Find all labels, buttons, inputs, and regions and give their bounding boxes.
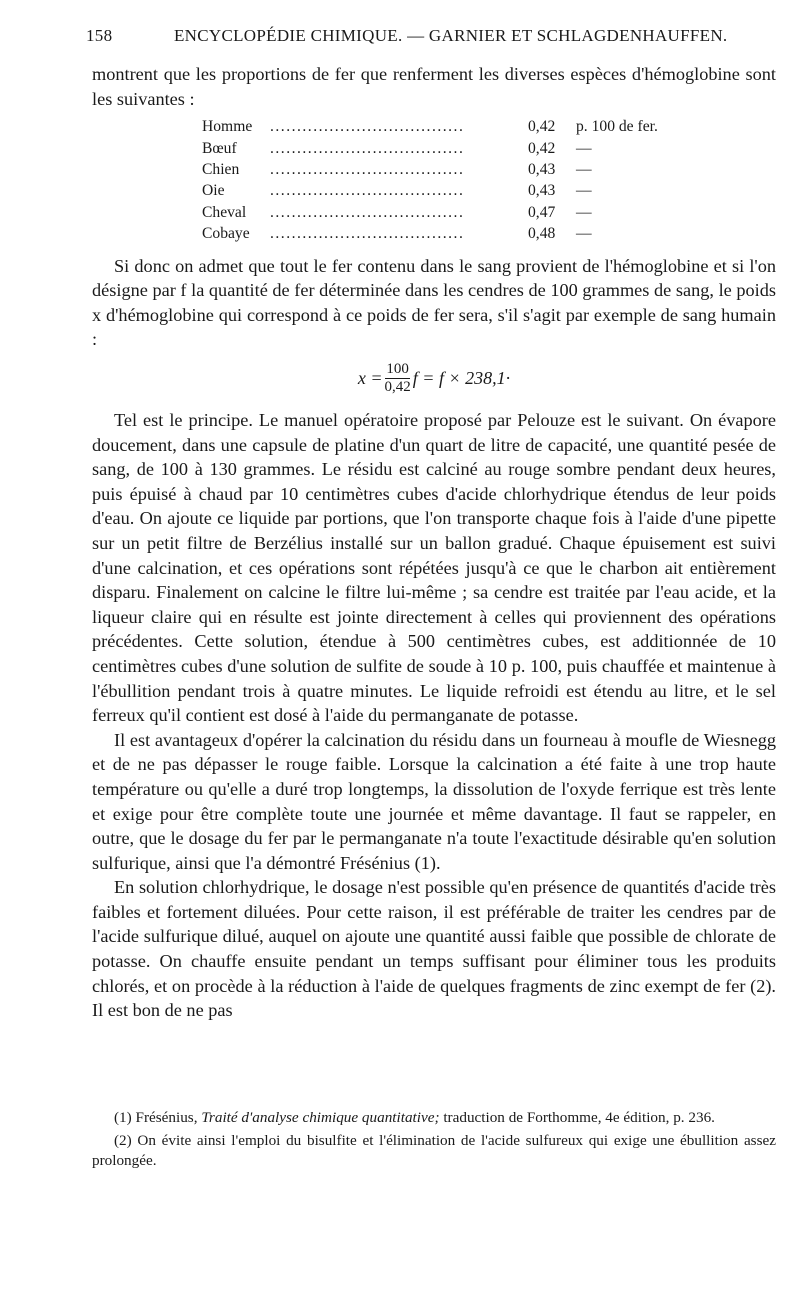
iron-value: 0,42	[528, 139, 556, 157]
table-row	[202, 223, 776, 244]
formula-denominator: 0,42	[384, 378, 411, 395]
iron-value: 0,43	[528, 182, 556, 200]
iron-table	[202, 116, 776, 244]
animal-name: Cobaye	[202, 225, 250, 243]
animal-name: Cheval	[202, 203, 247, 221]
footnote-1-prefix: (1) Frésénius,	[114, 1109, 198, 1126]
iron-unit: p. 100 de fer.	[576, 118, 658, 136]
formula-lhs: x =	[357, 367, 383, 388]
paragraph-principe: Tel est le principe. Le manuel opératoire proposé par Pelouze est le suivant. On évapore doucement, dans une capsule de platine d'un quart de litre de capacité, une quantité pesée de sang, de 100 à 130 grammes. Le résidu est calciné au rouge sombre pendant deux heures, puis épuisé à chaud par 10 centimètres cubes d'acide chlorhydrique étendus de leur poids d'eau. On ajoute ce liquide par portions, que l'on transporte chaque fois à l'aide d'une pipette sur un petit filtre de Berzélius installé sur un ballon gradué. Chaque épuisement est suivi d'une calcination, et ces opérations sont répétées jusqu'à ce que le charbon ait entièrement disparu. Finalement on calcine le filtre lui-même ; sa cendre est traitée par l'eau acide, et la liqueur claire qui en résulte est jointe directement à celles qui proviennent des opérations précédentes. Cette solution, étendue à 500 centimètres cubes, est additionnée de 10 centimètres cubes d'une solution de sulfite de soude à 10 p. 100, puis chauffée et maintenue à l'ébullition pendant trois à quatre minutes. Le liquide refroidi est étendu au litre, et le sel ferreux qu'il contient est dosé à l'aide du permanganate de potasse.	[92, 410, 776, 726]
leader-dots: ....................................	[270, 182, 465, 200]
animal-name: Homme	[202, 118, 253, 136]
intro-paragraph: montrent que les proportions de fer que renferment les diverses espèces d'hémoglobine sont les suivantes :	[92, 64, 776, 109]
iron-unit: —	[576, 182, 592, 200]
iron-unit: —	[576, 203, 592, 221]
paragraph-avantageux: Il est avantageux d'opérer la calcination du résidu dans un fourneau à moufle de Wiesnegg et de ne pas dépasser le rouge faible. Lorsque la calcination a été faite à une trop haute température ou qu'elle a duré trop longtemps, la dissolution de l'oxyde ferrique est très lente et exige pour être complète toute une journée et même davantage. Il faut se rappeler, en outre, que le dosage du fer par le permanganate n'a toute l'exactitude désirable qu'en solution sulfurique, ainsi que l'a démontré Frésénius (1).	[92, 729, 776, 873]
footnotes	[92, 1108, 776, 1174]
animal-name: Oie	[202, 182, 225, 200]
paragraph-solution: En solution chlorhydrique, le dosage n'est possible qu'en présence de quantités d'acide très faibles et fortement diluées. Pour cette raison, il est préférable de traiter les cendres par de l'acide sulfurique dilué, auquel on ajoute une quantité aussi faible que possible de chlorate de potasse. On chauffe ensuite pendant un temps suffisant pour éliminer tous les produits chlorés, et on procède à la réduction à l'aide de quelques fragments de zinc exempt de fer (2). Il est bon de ne pas	[92, 877, 776, 1021]
page-number: 158	[86, 26, 113, 45]
iron-value: 0,42	[528, 118, 556, 136]
leader-dots: ....................................	[270, 225, 465, 243]
animal-name: Bœuf	[202, 139, 237, 157]
leader-dots: ....................................	[270, 203, 465, 221]
footnote-1-title: Traité d'analyse chimique quantitative;	[201, 1109, 440, 1126]
iron-value: 0,47	[528, 203, 556, 221]
iron-unit: —	[576, 139, 592, 157]
iron-value: 0,43	[528, 161, 556, 178]
table-row	[202, 180, 776, 201]
table-row	[202, 159, 776, 180]
table-row	[202, 116, 776, 137]
leader-dots: ....................................	[270, 118, 465, 136]
body-text	[92, 62, 776, 1023]
footnote-1	[92, 1108, 776, 1128]
iron-unit: —	[576, 225, 592, 243]
animal-name: Chien	[202, 161, 240, 178]
iron-unit: —	[576, 161, 592, 178]
hemoglobin-formula	[92, 354, 776, 402]
running-title: ENCYCLOPÉDIE CHIMIQUE. — GARNIER ET SCHLAGDENHAUFFEN.	[174, 26, 728, 45]
formula-numerator: 100	[386, 360, 409, 377]
paragraph-si-donc: Si donc on admet que tout le fer contenu dans le sang provient de l'hémoglobine et si l'on désigne par f la quantité de fer déterminée dans les cendres de 100 grammes de sang, le poids x d'hémoglobine qui correspond à ce poids de fer sera, s'il s'agit par exemple de sang humain :	[92, 255, 776, 350]
iron-value: 0,48	[528, 225, 556, 243]
footnote-2: (2) On évite ainsi l'emploi du bisulfite et l'élimination de l'acide sulfureux qui exige une ébullition assez prolongée.	[92, 1132, 776, 1169]
table-row	[202, 202, 776, 223]
formula-fraction	[385, 361, 411, 396]
table-row	[202, 138, 776, 159]
formula-rhs: f = f × 238,1·	[412, 367, 511, 388]
leader-dots: ....................................	[270, 161, 465, 178]
leader-dots: ....................................	[270, 139, 465, 157]
footnote-1-rest: traduction de Forthomme, 4e édition, p. 236.	[443, 1109, 715, 1126]
